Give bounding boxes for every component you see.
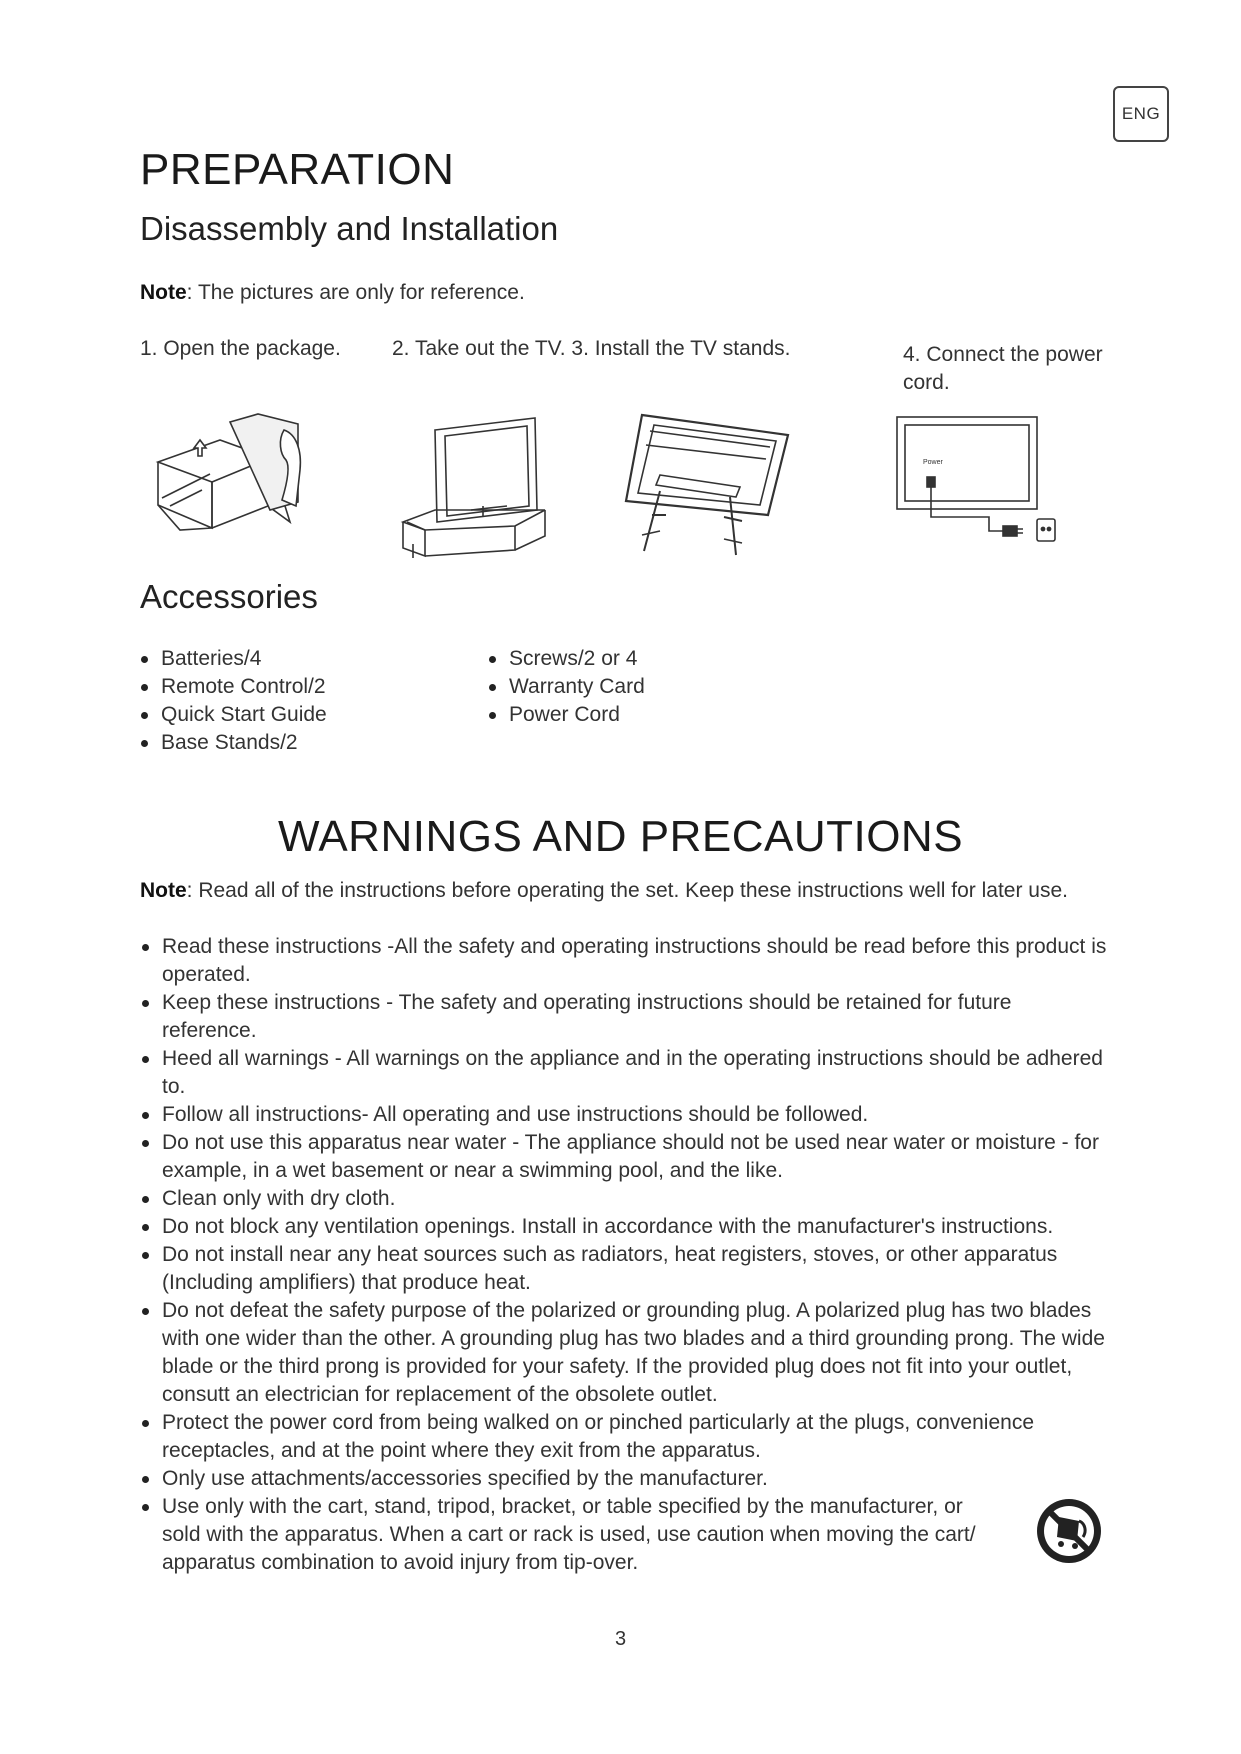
note-label: Note <box>140 879 187 902</box>
preparation-note <box>140 279 525 307</box>
connect-power-illustration <box>893 413 1063 548</box>
list-item: Quick Start Guide <box>139 701 327 729</box>
install-stands-illustration <box>620 405 795 560</box>
warning-item: Read these instructions -All the safety and operating instructions should be read before this product is operated. <box>140 933 1110 989</box>
cart-tipover-warning-icon <box>1035 1497 1103 1570</box>
open-package-illustration <box>150 410 320 560</box>
accessories-list-right <box>487 645 645 729</box>
warning-item: Do not use this apparatus near water - The appliance should not be used near water or moisture - for example, in a wet basement or near a swimming pool, and the like. <box>140 1129 1110 1185</box>
list-item: Screws/2 or 4 <box>487 645 645 673</box>
warning-item: Do not block any ventilation openings. Install in accordance with the manufacturer's instructions. <box>140 1213 1110 1241</box>
warning-item: Heed all warnings - All warnings on the appliance and in the operating instructions should be adhered to. <box>140 1045 1110 1101</box>
note-label: Note <box>140 281 187 304</box>
accessories-title: Accessories <box>140 578 318 615</box>
warning-item: Only use attachments/accessories specified by the manufacturer. <box>140 1465 1110 1493</box>
list-item: Base Stands/2 <box>139 729 327 757</box>
note-text: : Read all of the instructions before operating the set. Keep these instructions well for later use. <box>186 879 1068 902</box>
list-item: Batteries/4 <box>139 645 327 673</box>
step-connect-power: 4. Connect the power cord. <box>903 343 1103 394</box>
warnings-title: WARNINGS AND PRECAUTIONS <box>277 812 964 861</box>
preparation-subtitle: Disassembly and Installation <box>140 210 559 247</box>
language-badge: ENG <box>1113 86 1169 142</box>
list-item: Power Cord <box>487 701 645 729</box>
warning-item: Do not defeat the safety purpose of the polarized or grounding plug. A polarized plug has two blades with one wider than the other. A grounding plug has two blades and a third grounding prong. The wide blade or the third prong is provided for your safety. If the provided plug does not fit into your outlet, consutt an electrician for replacement of the obsolete outlet. <box>140 1297 1110 1409</box>
power-port-label: Power <box>923 459 943 466</box>
warning-item: Use only with the cart, stand, tripod, bracket, or table specified by the manufacturer, or sold with the apparatus. When a cart or rack is used, use caution when moving the cart/ apparatus combination to avoid injury from tip-over. <box>140 1493 1110 1577</box>
note-text: : The pictures are only for reference. <box>186 281 525 304</box>
list-item: Remote Control/2 <box>139 673 327 701</box>
page-number: 3 <box>614 1628 627 1650</box>
accessories-list-left <box>139 645 327 757</box>
warning-item: Follow all instructions- All operating and use instructions should be followed. <box>140 1101 1110 1129</box>
warning-item: Keep these instructions - The safety and operating instructions should be retained for future reference. <box>140 989 1110 1045</box>
warnings-list <box>140 933 1110 1577</box>
list-item: Warranty Card <box>487 673 645 701</box>
warnings-note <box>140 877 1120 905</box>
take-out-tv-illustration <box>395 410 555 560</box>
warning-item: Clean only with dry cloth. <box>140 1185 1110 1213</box>
preparation-title: PREPARATION <box>140 145 455 194</box>
warning-item: Do not install near any heat sources such as radiators, heat registers, stoves, or other apparatus (Including amplifiers) that produce heat. <box>140 1241 1110 1297</box>
warning-item: Protect the power cord from being walked on or pinched particularly at the plugs, convenience receptacles, and at the point where they exit from the apparatus. <box>140 1409 1110 1465</box>
step-take-out-install: 2. Take out the TV. 3. Install the TV stands. <box>392 337 791 360</box>
step-open-package: 1. Open the package. <box>140 337 341 360</box>
